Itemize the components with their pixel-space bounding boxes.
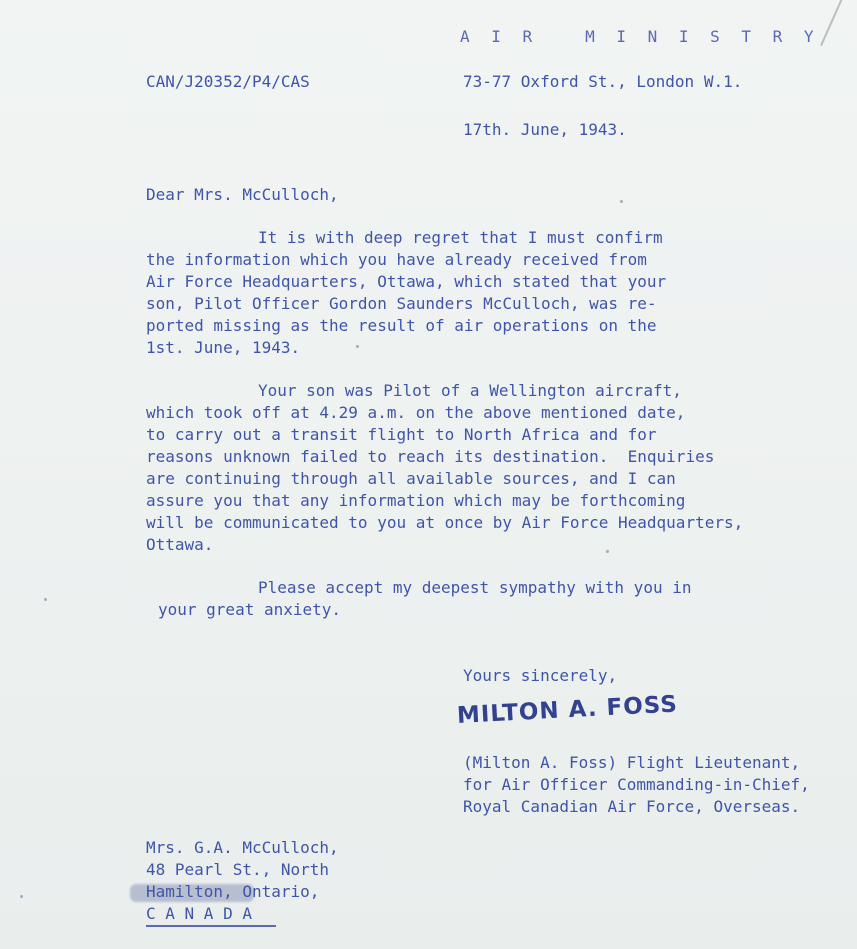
signature-block-line: for Air Officer Commanding-in-Chief, <box>463 775 810 794</box>
signature: MILTON A. FOSS <box>456 691 679 729</box>
signature-block-line: Royal Canadian Air Force, Overseas. <box>463 797 801 816</box>
paragraph-line: 1st. June, 1943. <box>146 338 301 357</box>
paragraph-line: Air Force Headquarters, Ottawa, which stated that your <box>146 272 667 291</box>
paragraph-line: son, Pilot Officer Gordon Saunders McCulloch, was re- <box>146 294 657 313</box>
signature-block-line: (Milton A. Foss) Flight Lieutenant, <box>463 753 801 772</box>
recipient-line: Mrs. G.A. McCulloch, <box>146 838 339 857</box>
paper-speck <box>356 345 359 348</box>
paragraph-line: assure you that any information which may be forthcoming <box>146 491 686 510</box>
reference-number: CAN/J20352/P4/CAS <box>146 72 310 91</box>
paragraph-line: your great anxiety. <box>158 600 342 619</box>
salutation: Dear Mrs. McCulloch, <box>146 185 339 204</box>
recipient-line: Hamilton, Ontario, <box>146 882 320 901</box>
paragraph-line: Please accept my deepest sympathy with you in <box>258 578 692 597</box>
paper-speck <box>44 598 47 601</box>
closing: Yours sincerely, <box>463 666 618 685</box>
paper-speck <box>620 200 623 203</box>
letter-date: 17th. June, 1943. <box>463 120 627 139</box>
country-underline <box>146 925 276 927</box>
recipient-country: C A N A D A <box>146 904 252 923</box>
paragraph-line: are continuing through all available sources, and I can <box>146 469 676 488</box>
paragraph-line: reasons unknown failed to reach its destination. Enquiries <box>146 447 715 466</box>
paragraph-line: ported missing as the result of air operations on the <box>146 316 657 335</box>
paragraph-line: Ottawa. <box>146 535 214 554</box>
letterhead-title: A I R M I N I S T R Y <box>460 27 820 46</box>
paragraph-line: to carry out a transit flight to North Africa and for <box>146 425 657 444</box>
paragraph-line: will be communicated to you at once by Air Force Headquarters, <box>146 513 744 532</box>
recipient-line: 48 Pearl St., North <box>146 860 330 879</box>
paper-speck <box>606 550 609 553</box>
paper-speck <box>20 895 23 898</box>
paragraph-line: Your son was Pilot of a Wellington aircraft, <box>258 381 682 400</box>
letterhead-address: 73-77 Oxford St., London W.1. <box>463 72 743 91</box>
paragraph-line: the information which you have already received from <box>146 250 647 269</box>
paragraph-line: It is with deep regret that I must confirm <box>258 228 663 247</box>
paper-corner-mark <box>820 0 844 46</box>
paragraph-line: which took off at 4.29 a.m. on the above mentioned date, <box>146 403 686 422</box>
